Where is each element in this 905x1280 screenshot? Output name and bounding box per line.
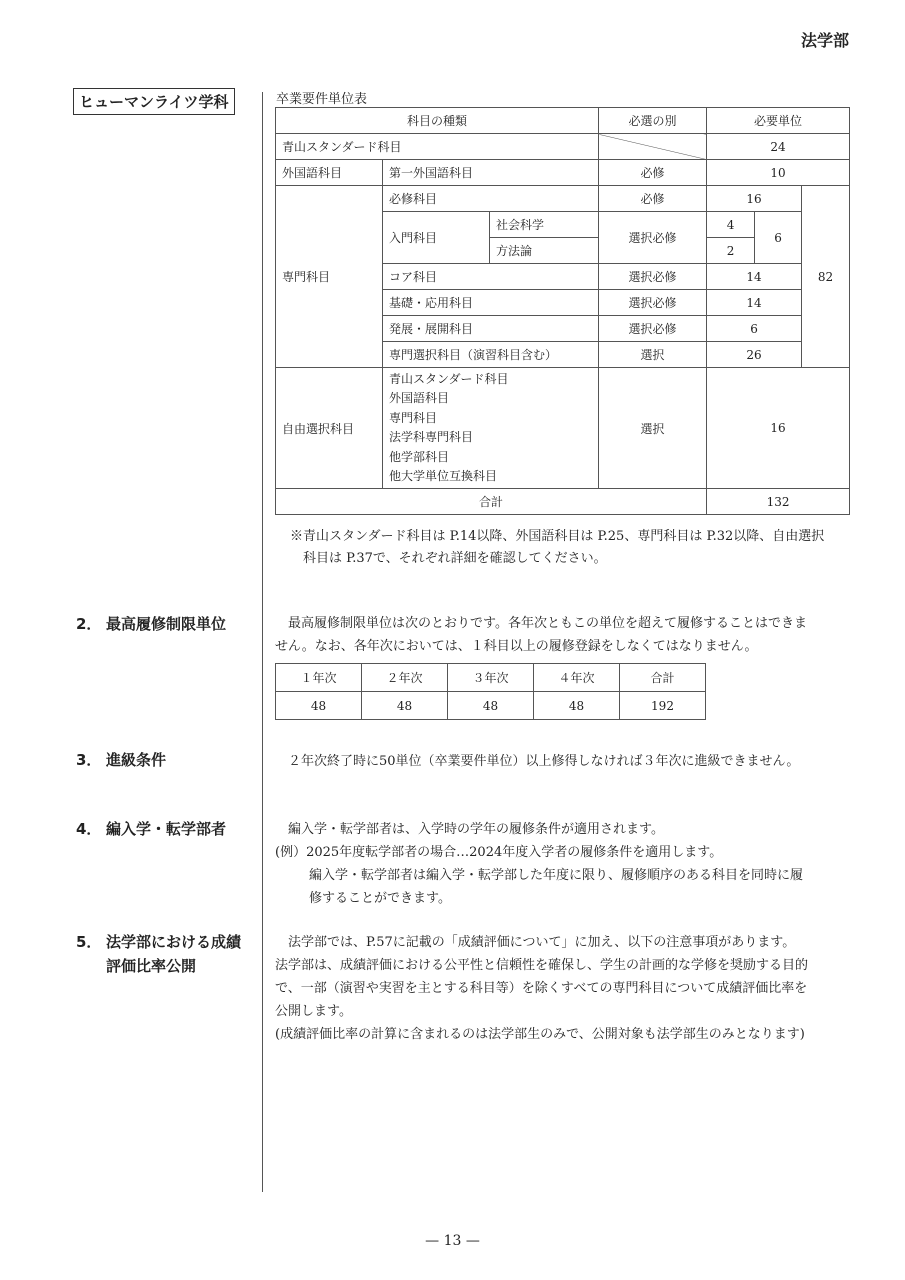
section-title: 進級条件 xyxy=(106,751,167,769)
section-4-text xyxy=(275,818,851,910)
table-caption: 卒業要件単位表 xyxy=(276,92,368,107)
value-year4: 48 xyxy=(534,692,620,720)
text-line: (例）2025年度転学部者の場合…2024年度入学者の履修条件を適用します。 xyxy=(275,845,723,860)
elective-name: 専門選択科目（演習科目含む） xyxy=(383,342,599,368)
foreign-name: 外国語科目 xyxy=(276,160,383,186)
free-item: 法学科専門科目 xyxy=(389,430,474,444)
header-year2: ２年次 xyxy=(362,664,448,692)
section-3-heading xyxy=(76,748,166,772)
free-item: 青山スタンダード科目 xyxy=(389,371,509,386)
text-line: 法学部は、成績評価における公平性と信頼性を確保し、学生の計画的な学修を奨励する目的 xyxy=(275,958,809,973)
page-number: — 13 — xyxy=(425,1233,480,1249)
core-name: コア科目 xyxy=(383,264,599,290)
foreign-credits: 10 xyxy=(707,160,850,186)
table-row xyxy=(276,160,850,186)
divider-line xyxy=(262,92,263,1192)
text-line: 編入学・転学部者は編入学・転学部した年度に限り、履修順序のある科目を同時に履 xyxy=(309,868,804,883)
value-year2: 48 xyxy=(362,692,448,720)
text-line: 法学部では、P.57に記載の「成績評価について」に加え、以下の注意事項があります。 xyxy=(288,935,796,950)
section-number: 5． xyxy=(76,933,102,951)
table-row xyxy=(276,692,706,720)
table-total-row xyxy=(276,489,850,515)
foreign-sub: 第一外国語科目 xyxy=(383,160,599,186)
section-5-heading xyxy=(76,930,241,978)
value-year1: 48 xyxy=(276,692,362,720)
header-category: 科目の種類 xyxy=(276,108,599,134)
section-4-heading xyxy=(76,817,226,841)
section-2-text xyxy=(275,612,851,658)
table-header-row xyxy=(276,108,850,134)
free-item: 他学部科目 xyxy=(389,449,450,464)
table-row xyxy=(276,186,850,212)
intro-type: 選択必修 xyxy=(599,212,707,264)
section-number: 2． xyxy=(76,615,102,633)
note-line: 科目は P.37で、それぞれ詳細を確認してください。 xyxy=(303,551,607,566)
basic-name: 基礎・応用科目 xyxy=(383,290,599,316)
max-credits-table xyxy=(275,663,706,720)
free-item: 専門科目 xyxy=(389,410,438,425)
faculty-title: 法学部 xyxy=(800,31,849,50)
value-total: 192 xyxy=(620,692,706,720)
section-2-heading xyxy=(76,612,226,636)
text-line: 公開します。 xyxy=(275,1004,352,1019)
text-line: で、一部（演習や実習を主とする科目等）を除くすべての専門科目について成績評価比率を xyxy=(275,981,808,996)
text-line: 最高履修制限単位は次のとおりです。各年次ともこの単位を超えて履修することはできま xyxy=(288,616,807,631)
elective-type: 選択 xyxy=(599,342,707,368)
section-title: 評価比率公開 xyxy=(106,957,197,975)
intro-total: 6 xyxy=(755,212,802,264)
text-line: せん。なお、各年次においては、１科目以上の履修登録をしなくてはなりません。 xyxy=(275,639,758,654)
required-type: 必修 xyxy=(599,186,707,212)
total-label: 合計 xyxy=(276,489,707,515)
text-line: 修することができます。 xyxy=(309,891,451,906)
department-label: ヒューマンライツ学科 xyxy=(73,88,235,115)
intro-name: 入門科目 xyxy=(383,212,490,264)
header-credits: 必要単位 xyxy=(707,108,850,134)
section-5-text xyxy=(275,931,851,1046)
free-items xyxy=(383,368,599,489)
basic-credits: 14 xyxy=(707,290,802,316)
table-header-row xyxy=(276,664,706,692)
aoyama-name: 青山スタンダード科目 xyxy=(276,134,599,160)
header-total: 合計 xyxy=(620,664,706,692)
free-credits: 16 xyxy=(707,368,850,489)
note-line: ※青山スタンダード科目は P.14以降、外国語科目は P.25、専門科目は P.32以降、自由選択 xyxy=(290,529,825,544)
section-title: 編入学・転学部者 xyxy=(106,820,227,838)
intro-social-name: 社会科学 xyxy=(490,212,599,238)
major-total: 82 xyxy=(802,186,850,368)
core-type: 選択必修 xyxy=(599,264,707,290)
aoyama-credits: 24 xyxy=(707,134,850,160)
text-line: 編入学・転学部者は、入学時の学年の履修条件が適用されます。 xyxy=(288,822,664,837)
section-number: 3． xyxy=(76,751,102,769)
diagonal-cell xyxy=(599,134,707,160)
intro-social-credits: 4 xyxy=(707,212,755,238)
required-credits: 16 xyxy=(707,186,802,212)
free-item: 外国語科目 xyxy=(389,391,450,405)
advanced-name: 発展・展開科目 xyxy=(383,316,599,342)
header-type: 必選の別 xyxy=(599,108,707,134)
free-name: 自由選択科目 xyxy=(276,368,383,489)
intro-method-credits: 2 xyxy=(707,238,755,264)
table-row xyxy=(276,134,850,160)
table-note xyxy=(290,526,850,570)
foreign-type: 必修 xyxy=(599,160,707,186)
section-title: 法学部における成績 xyxy=(106,933,242,951)
value-year3: 48 xyxy=(448,692,534,720)
elective-credits: 26 xyxy=(707,342,802,368)
table-row xyxy=(276,368,850,489)
intro-method-name: 方法論 xyxy=(490,238,599,264)
required-name: 必修科目 xyxy=(383,186,599,212)
free-type: 選択 xyxy=(599,368,707,489)
section-title: 最高履修制限単位 xyxy=(106,615,227,633)
total-credits: 132 xyxy=(707,489,850,515)
advanced-type: 選択必修 xyxy=(599,316,707,342)
header-year1: １年次 xyxy=(276,664,362,692)
advanced-credits: 6 xyxy=(707,316,802,342)
text-line: (成績評価比率の計算に含まれるのは法学部生のみで、公開対象も法学部生のみとなります) xyxy=(275,1027,805,1042)
header-year3: ３年次 xyxy=(448,664,534,692)
free-item: 他大学単位互換科目 xyxy=(389,469,498,483)
section-3-text: ２年次終了時に50単位（卒業要件単位）以上修得しなければ３年次に進級できません。 xyxy=(288,754,800,769)
header-year4: ４年次 xyxy=(534,664,620,692)
core-credits: 14 xyxy=(707,264,802,290)
section-number: 4． xyxy=(76,820,102,838)
basic-type: 選択必修 xyxy=(599,290,707,316)
major-name: 専門科目 xyxy=(276,186,383,368)
graduation-requirements-table xyxy=(275,107,850,515)
